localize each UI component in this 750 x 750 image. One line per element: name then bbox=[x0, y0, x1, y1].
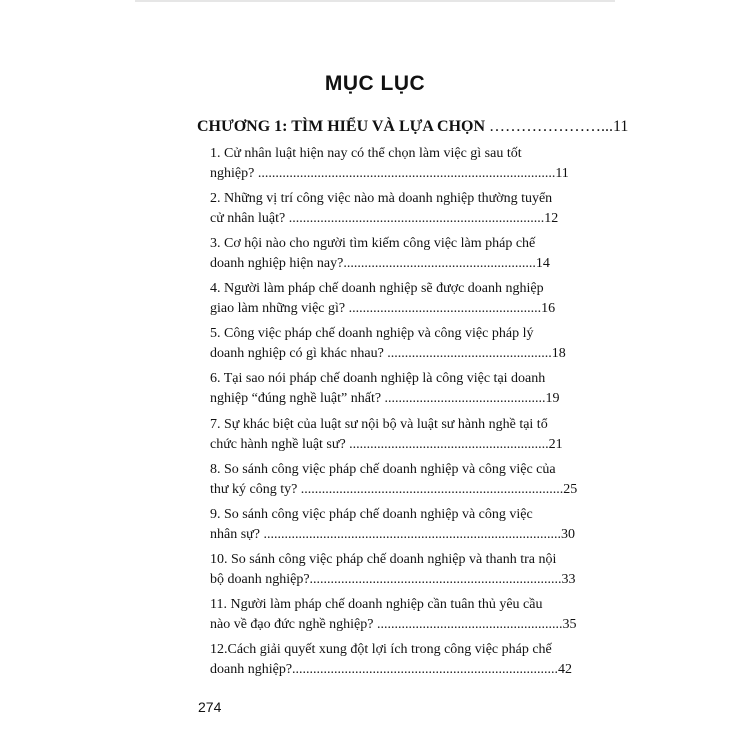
top-border-rule bbox=[135, 0, 615, 2]
toc-entry[interactable] bbox=[210, 277, 570, 322]
chapter-title: CHƯƠNG 1: TÌM HIỂU VÀ LỰA CHỌN bbox=[197, 118, 486, 135]
toc-entry[interactable] bbox=[210, 187, 570, 232]
toc-entry-title: 8. So sánh công việc pháp chế doanh nghiệp và công việc của bbox=[210, 461, 556, 477]
toc-entry-title: 9. So sánh công việc pháp chế doanh nghiệp và công việc bbox=[210, 506, 533, 522]
toc-entry[interactable] bbox=[210, 638, 573, 683]
toc-entry[interactable] bbox=[210, 367, 570, 412]
toc-entry-title: 2. Những vị trí công việc nào mà doanh nghiệp thường tuyển bbox=[210, 191, 553, 207]
toc-entry[interactable] bbox=[210, 322, 570, 367]
chapter-leader-dots: …………………... bbox=[485, 118, 614, 135]
toc-entry-title: 4. Người làm pháp chế doanh nghiệp sẽ được doanh nghiệp bbox=[210, 281, 544, 297]
toc-entry-continuation: doanh nghiệp hiện nay?.......................................................14 bbox=[210, 256, 550, 272]
toc-entry-title: 12.Cách giải quyết xung đột lợi ích trong công việc pháp chế bbox=[210, 642, 552, 658]
toc-entry-continuation: nhân sự? .....................................................................................30 bbox=[210, 526, 575, 542]
toc-entry-title: 3. Cơ hội nào cho người tìm kiếm công việc làm pháp chế bbox=[210, 236, 536, 252]
toc-entry-continuation: giao làm những việc gì? .......................................................16 bbox=[210, 301, 556, 317]
toc-entry-continuation: doanh nghiệp?............................................................................42 bbox=[210, 662, 573, 678]
toc-entry[interactable] bbox=[210, 548, 576, 593]
page-number: 274 bbox=[198, 699, 222, 715]
toc-entry-continuation: bộ doanh nghiệp?........................................................................33 bbox=[210, 571, 576, 587]
toc-entry-continuation: chức hành nghề luật sư? .........................................................21 bbox=[210, 436, 563, 452]
page-title: MỤC LỤC bbox=[324, 72, 426, 95]
toc-entry-continuation: thư ký công ty? ...........................................................................25 bbox=[210, 481, 578, 497]
toc-entry-continuation: nghiệp? .....................................................................................11 bbox=[210, 166, 569, 181]
chapter-page: 11 bbox=[613, 118, 629, 135]
toc-entry-title: 5. Công việc pháp chế doanh nghiệp và công việc pháp lý bbox=[210, 326, 534, 342]
toc-list bbox=[210, 142, 578, 683]
toc-entry-title: 10. So sánh công việc pháp chế doanh nghiệp và thanh tra nội bbox=[210, 551, 557, 567]
toc-entry-title: 7. Sự khác biệt của luật sư nội bộ và luật sư hành nghề tại tổ bbox=[210, 416, 548, 432]
toc-entry[interactable] bbox=[210, 503, 575, 548]
toc-entry[interactable] bbox=[210, 232, 570, 277]
toc-entry-title: 1. Cử nhân luật hiện nay có thể chọn làm việc gì sau tốt bbox=[210, 146, 522, 161]
toc-entry[interactable] bbox=[210, 413, 570, 458]
toc-entry-title: 11. Người làm pháp chế doanh nghiệp cần tuân thủ yêu cầu bbox=[210, 596, 543, 612]
toc-entry-continuation: doanh nghiệp có gì khác nhau? ...............................................18 bbox=[210, 346, 566, 362]
toc-entry-continuation: nào về đạo đức nghề nghiệp? .....................................................35 bbox=[210, 616, 577, 632]
chapter-heading[interactable] bbox=[197, 117, 629, 137]
toc-entry-continuation: nghiệp “đúng nghề luật” nhất? ..............................................19 bbox=[210, 391, 560, 407]
toc-entry-continuation: cử nhân luật? .........................................................................12 bbox=[210, 211, 559, 227]
toc-entry[interactable] bbox=[210, 142, 570, 187]
toc-entry-title: 6. Tại sao nói pháp chế doanh nghiệp là công việc tại doanh bbox=[210, 371, 546, 387]
toc-entry[interactable] bbox=[210, 593, 577, 638]
toc-entry[interactable] bbox=[210, 458, 578, 503]
